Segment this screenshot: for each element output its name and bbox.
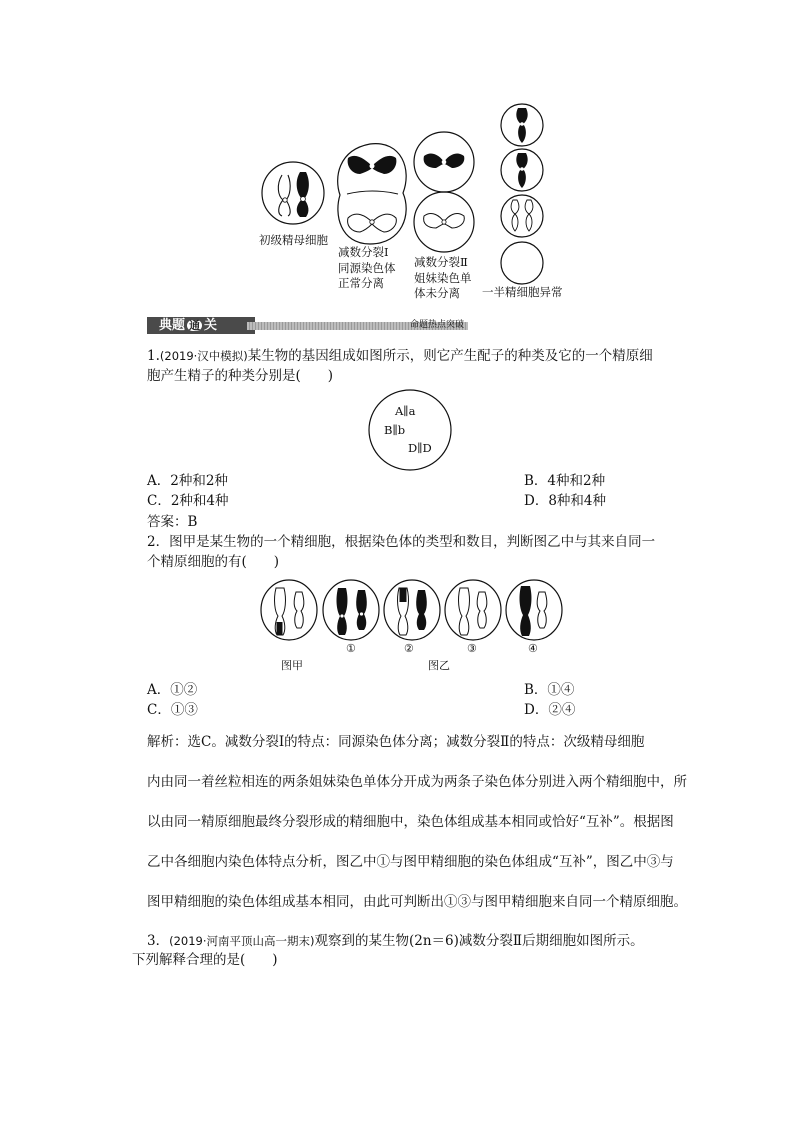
q1-stem-line1 [147, 350, 653, 364]
q1-option-c: C．2种和4种 [147, 493, 229, 509]
q3-source: (2019·河南平顶山高一期末) [169, 934, 315, 948]
q3-stem-line1 [147, 935, 644, 949]
q2-cell-jia [261, 580, 317, 640]
q1-answer: 答案：B [147, 514, 198, 530]
q2-cell-label-2: ② [404, 642, 414, 655]
label-meiosis-two-line: 体未分离 [414, 286, 460, 301]
q2-analysis [147, 734, 687, 936]
q1-option-a: A．2种和2种 [147, 473, 228, 489]
label-meiosis-one-line: 正常分离 [338, 276, 384, 291]
label-meiosis-one [338, 245, 396, 292]
q2-analysis-line: 以由同一精原细胞最终分裂形成的精细胞中，染色体组成基本相同或恰好“互补”。根据图 [147, 814, 674, 830]
q2-analysis-line: 乙中各细胞内染色体特点分析，图乙中①与图甲精细胞的染色体组成“互补”，图乙中③与 [147, 854, 674, 870]
label-meiosis-one-line: 同源染色体 [338, 260, 396, 275]
q2-fig-yi-label: 图乙 [428, 659, 450, 672]
q3-stem-line2: 下列解释合理的是( ) [132, 952, 278, 968]
q1-gene-pair-b: B∥b [384, 423, 406, 437]
meiosis-figure-drawing [0, 0, 794, 320]
q2-cell-label-3: ③ [467, 642, 477, 655]
banner-title-start: 典题 [159, 318, 186, 333]
q1-gene-pair-d: D∥D [408, 441, 432, 455]
q2-cell-label-1: ① [346, 642, 356, 655]
q1-gene-pair-a: A∥a [395, 404, 416, 418]
q2-stem-line1: 2．图甲是某生物的一个精细胞，根据染色体的类型和数目，判断图乙中与其来自同一 [147, 534, 656, 550]
q1-number: 1. [147, 348, 160, 364]
q1-option-d: D．8种和4种 [524, 493, 607, 509]
q2-option-d: D．②④ [524, 702, 576, 718]
q2-cell-4 [506, 580, 562, 640]
banner-subtitle: 命题热点突破 [409, 320, 464, 330]
label-abnormal-sperm: 一半精细胞异常 [482, 285, 563, 299]
meiosis-one-cell [338, 144, 407, 244]
q2-cell-1 [323, 580, 379, 640]
banner-title [159, 319, 217, 332]
q3-number: 3． [147, 933, 170, 949]
q3-stem-text: 观察到的某生物(2n＝6)减数分裂Ⅱ后期细胞如图所示。 [314, 933, 644, 949]
section-banner [147, 317, 468, 334]
q2-analysis-line: 图甲精细胞的染色体组成基本相同，由此可判断出①③与图甲精细胞来自同一个精原细胞。 [147, 894, 687, 910]
sperm-cells [501, 104, 543, 284]
q2-option-c: C．①③ [147, 702, 198, 718]
label-primary-spermatocyte: 初级精母细胞 [259, 233, 328, 247]
banner-title-end: 关 [204, 318, 218, 333]
q1-cell-outline [369, 390, 451, 470]
q1-stem-text: 某生物的基因组成如图所示，则它产生配子的种类及它的一个精原细 [247, 348, 653, 364]
meiosis-two-cells [414, 132, 474, 252]
label-meiosis-two-line: 姐妹染色单 [414, 270, 472, 285]
q2-stem-line2: 个精原细胞的有( ) [147, 554, 280, 570]
q1-option-b: B．4种和2种 [524, 473, 606, 489]
q1-source: (2019·汉中模拟) [159, 349, 248, 363]
q2-cell-3 [445, 580, 501, 640]
q2-option-a: A．①② [147, 682, 198, 698]
banner-badge: 通 [189, 319, 201, 332]
q1-stem-line2: 胞产生精子的种类分别是( ) [147, 368, 334, 384]
q2-sperm-cells-diagram [260, 580, 600, 650]
q2-analysis-line: 解析：选C。减数分裂Ⅰ的特点：同源染色体分离；减数分裂Ⅱ的特点：次级精母细胞 [147, 734, 645, 750]
label-meiosis-two [414, 255, 472, 302]
q2-cell-2 [384, 580, 440, 640]
q2-option-b: B．①④ [524, 682, 575, 698]
label-meiosis-one-line: 减数分裂Ⅰ [338, 245, 389, 259]
primary-spermatocyte-cell [262, 162, 324, 224]
q2-fig-jia-label: 图甲 [281, 659, 303, 672]
label-meiosis-two-line: 减数分裂Ⅱ [414, 255, 468, 269]
q2-cell-label-4: ④ [528, 642, 538, 655]
q2-analysis-line: 内由同一着丝粒相连的两条姐妹染色单体分开成为两条子染色体分别进入两个精细胞中，所 [147, 774, 687, 790]
